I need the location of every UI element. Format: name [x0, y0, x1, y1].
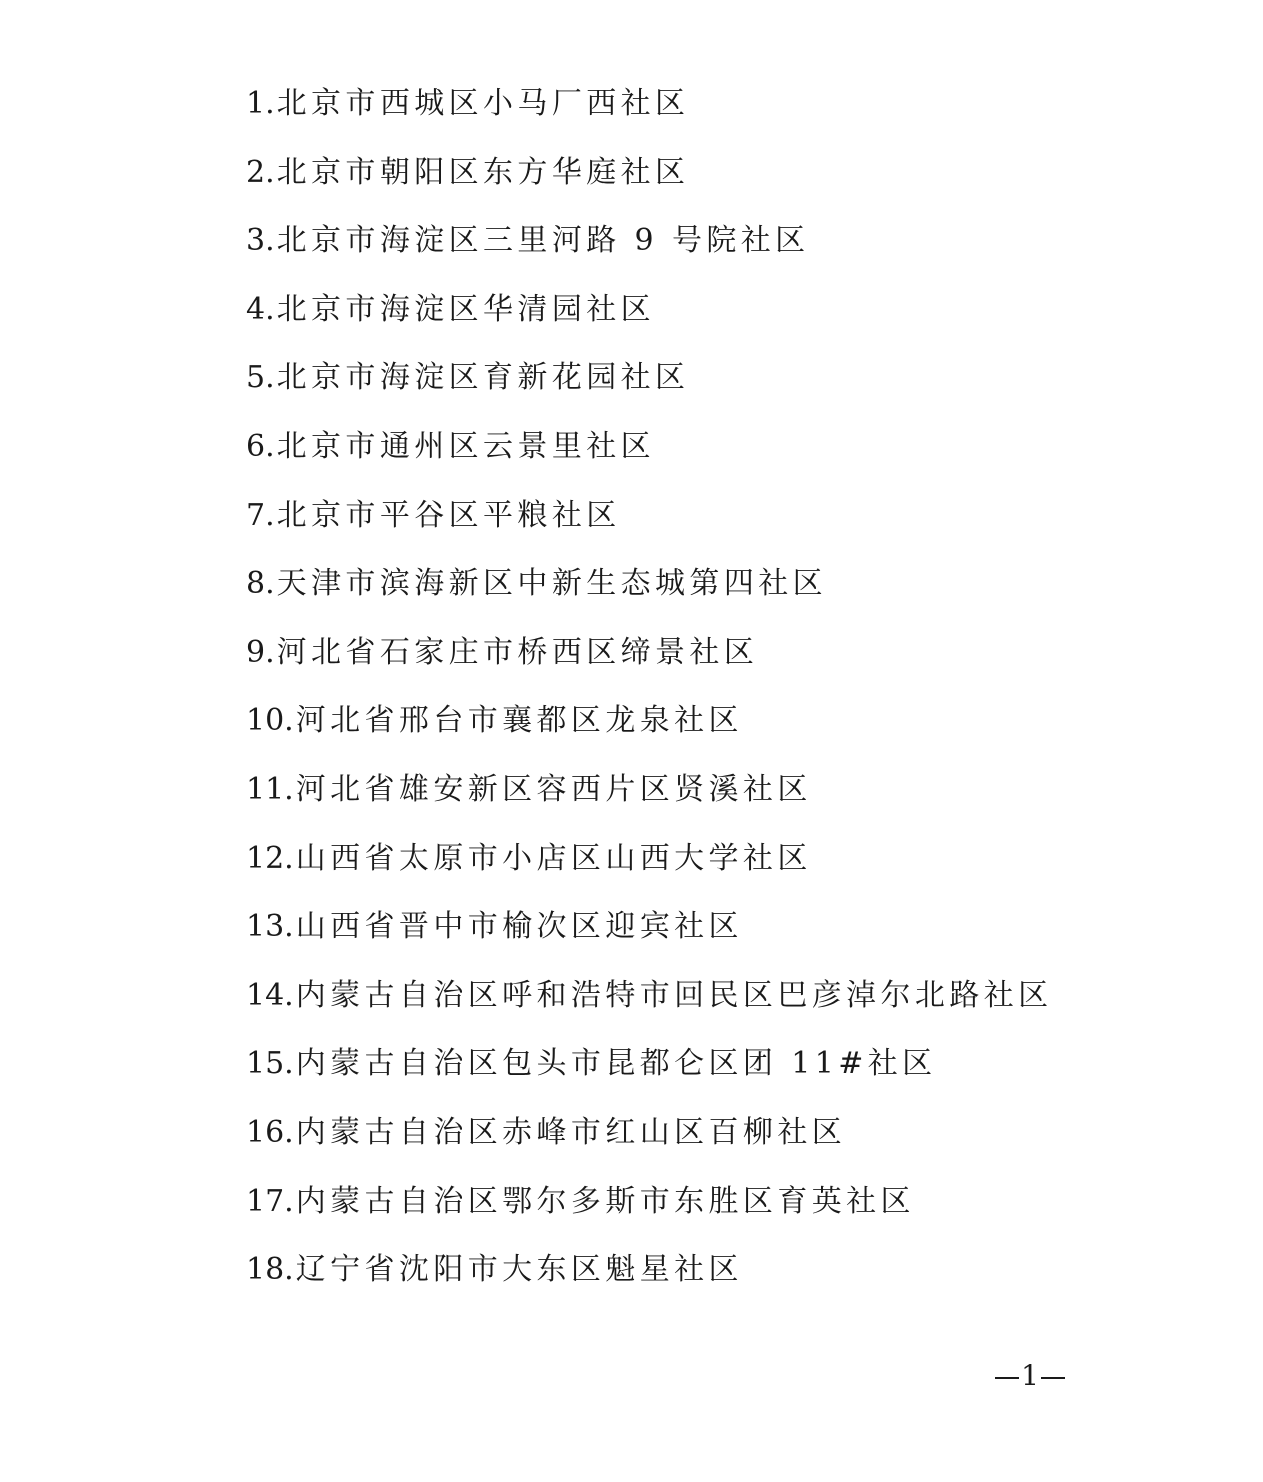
page-number-value: 1 [1021, 1359, 1039, 1392]
list-item [246, 413, 1053, 482]
item-number: 9. [246, 634, 275, 670]
list-item [246, 687, 1053, 756]
list-item [246, 482, 1053, 551]
item-text: 河北省雄安新区容西片区贤溪社区 [295, 771, 812, 807]
list-item [246, 70, 1053, 139]
dash-left [995, 1377, 1019, 1379]
item-number: 6. [246, 428, 275, 464]
list-item [246, 619, 1053, 688]
item-number: 18. [246, 1252, 294, 1288]
list-item [246, 756, 1053, 825]
list-item [246, 1030, 1053, 1099]
item-number: 10. [246, 703, 294, 739]
list-item [246, 207, 1053, 276]
item-text: 山西省晋中市榆次区迎宾社区 [295, 909, 743, 945]
list-item [246, 344, 1053, 413]
item-number: 8. [246, 566, 275, 602]
item-number: 14. [246, 977, 294, 1013]
item-number: 3. [246, 223, 275, 259]
list-item [246, 893, 1053, 962]
dash-right [1041, 1377, 1065, 1379]
item-number: 16. [246, 1114, 294, 1150]
item-number: 2. [246, 154, 275, 190]
list-item [246, 550, 1053, 619]
item-text: 北京市西城区小马厂西社区 [276, 86, 690, 121]
item-text: 内蒙古自治区包头市昆都仑区团 11#社区 [295, 1046, 937, 1082]
item-number: 1. [246, 86, 275, 121]
page-number [990, 1356, 1070, 1396]
item-number: 15. [246, 1046, 294, 1082]
item-text: 北京市通州区云景里社区 [276, 428, 656, 464]
item-text: 辽宁省沈阳市大东区魁星社区 [295, 1252, 743, 1288]
item-number: 4. [246, 291, 275, 327]
community-list [246, 70, 1053, 1305]
list-item [246, 825, 1053, 894]
item-text: 北京市平谷区平粮社区 [276, 497, 621, 533]
item-text: 天津市滨海新区中新生态城第四社区 [276, 566, 828, 602]
item-text: 内蒙古自治区呼和浩特市回民区巴彦淖尔北路社区 [295, 977, 1053, 1013]
list-item [246, 1236, 1053, 1305]
item-text: 北京市海淀区三里河路 9 号院社区 [276, 223, 810, 259]
item-text: 北京市海淀区育新花园社区 [276, 360, 690, 396]
list-item [246, 139, 1053, 208]
item-text: 山西省太原市小店区山西大学社区 [295, 840, 812, 876]
item-text: 北京市朝阳区东方华庭社区 [276, 154, 690, 190]
item-number: 5. [246, 360, 275, 396]
list-item [246, 1168, 1053, 1237]
item-text: 河北省邢台市襄都区龙泉社区 [295, 703, 743, 739]
item-text: 河北省石家庄市桥西区缔景社区 [276, 634, 759, 670]
item-number: 11. [246, 771, 294, 807]
item-text: 内蒙古自治区赤峰市红山区百柳社区 [295, 1114, 847, 1150]
item-number: 7. [246, 497, 275, 533]
list-item [246, 276, 1053, 345]
item-number: 12. [246, 840, 294, 876]
item-number: 17. [246, 1183, 294, 1219]
item-text: 内蒙古自治区鄂尔多斯市东胜区育英社区 [295, 1183, 915, 1219]
list-item [246, 1099, 1053, 1168]
list-item [246, 962, 1053, 1031]
item-number: 13. [246, 909, 294, 945]
item-text: 北京市海淀区华清园社区 [276, 291, 656, 327]
